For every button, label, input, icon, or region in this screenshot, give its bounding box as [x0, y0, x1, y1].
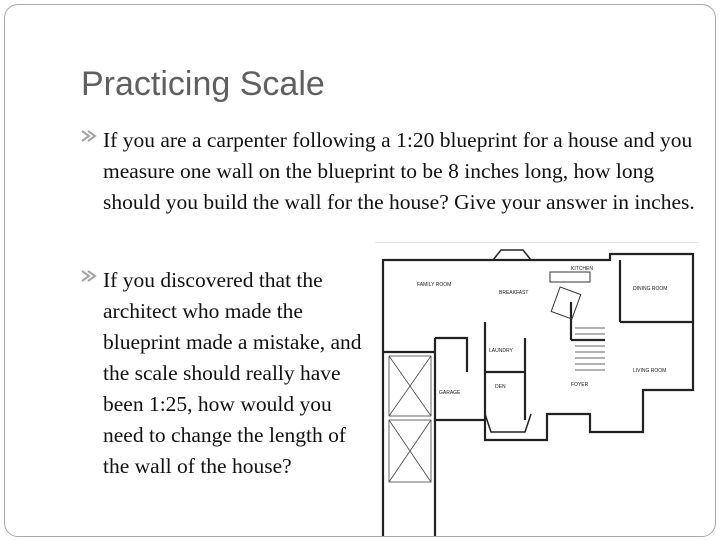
bullet-item-1 — [103, 125, 703, 218]
bullet-text-1: If you are a carpenter following a 1:20 blueprint for a house and you measure one wall on the blueprint to be 8 inches long, how long should you build the wall for the house? Give your answer in inches. — [103, 128, 695, 214]
svg-text:DINING ROOM: DINING ROOM — [633, 286, 668, 292]
bullet-text-2: If you discovered that the architect who made the blueprint made a mistake, and the scale should really have been 1:25, how would you need to change the length of the wall of the house? — [103, 268, 362, 478]
svg-text:FOYER: FOYER — [571, 382, 589, 388]
svg-text:KITCHEN: KITCHEN — [571, 266, 593, 272]
svg-text:LIVING ROOM: LIVING ROOM — [633, 368, 667, 374]
arrow-bullet-icon — [81, 129, 99, 143]
floor-plan-image — [375, 242, 699, 537]
svg-text:FAMILY ROOM: FAMILY ROOM — [417, 282, 452, 288]
svg-text:DEN: DEN — [495, 384, 506, 390]
bullet-item-2 — [103, 265, 363, 482]
svg-text:GARAGE: GARAGE — [439, 390, 461, 396]
svg-text:BREAKFAST: BREAKFAST — [499, 290, 529, 296]
slide-title: Practicing Scale — [81, 65, 325, 103]
arrow-bullet-icon — [81, 269, 99, 283]
slide — [4, 4, 716, 537]
svg-text:LAUNDRY: LAUNDRY — [489, 348, 513, 354]
